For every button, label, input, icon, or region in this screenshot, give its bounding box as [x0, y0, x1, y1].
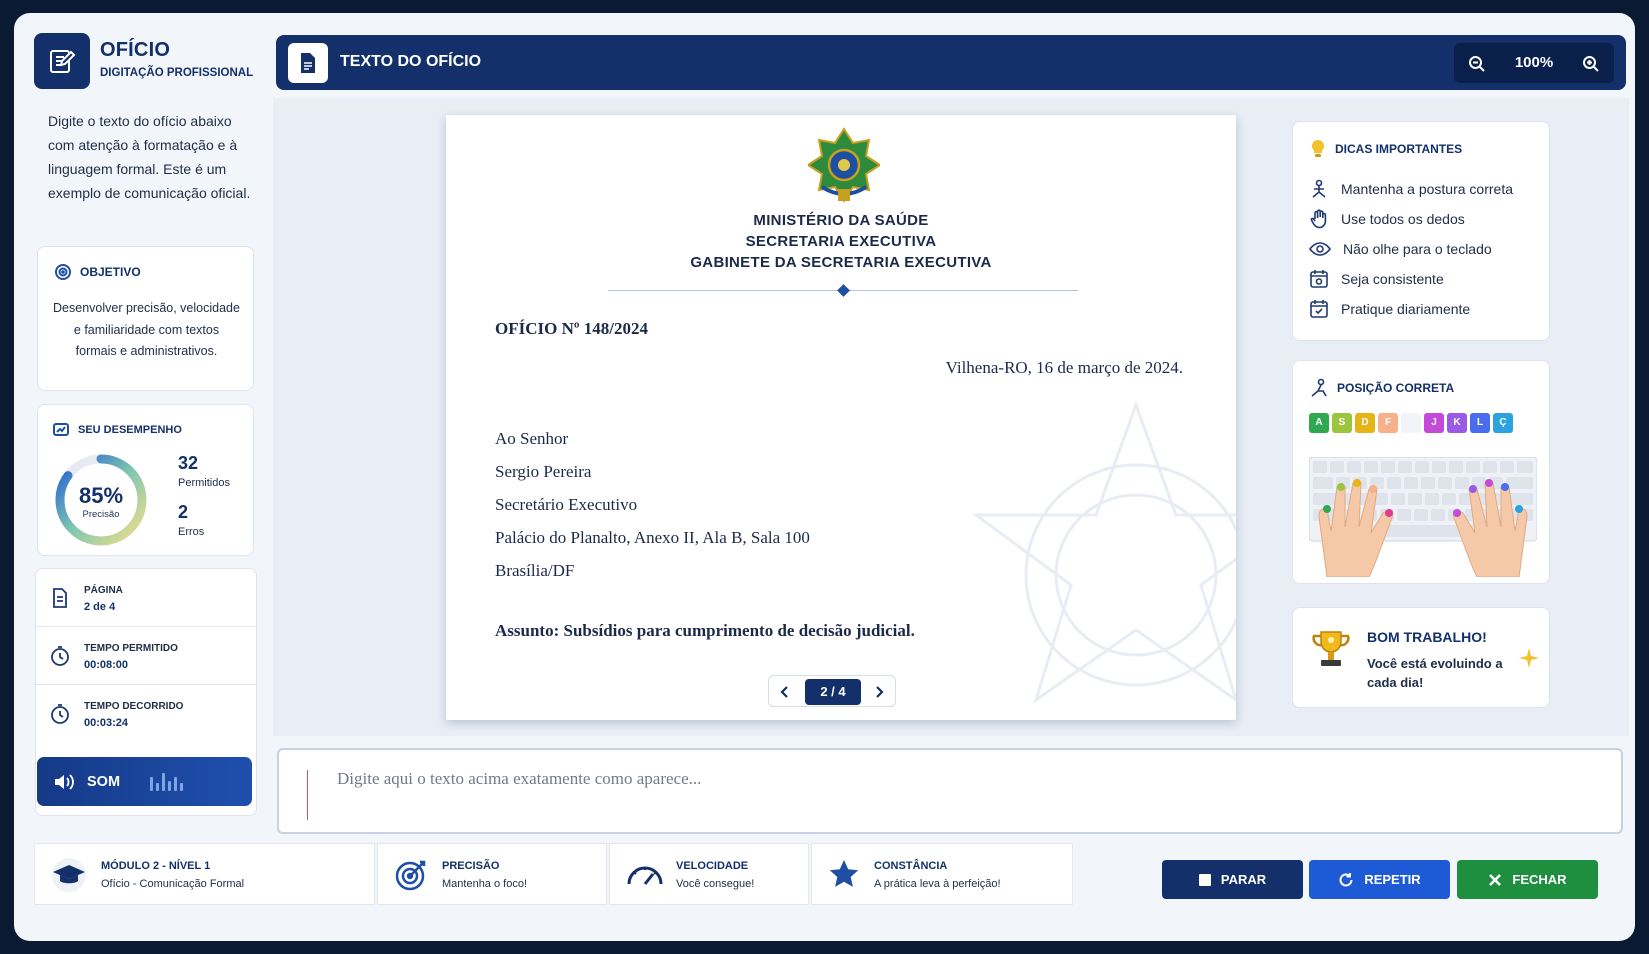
precision-info — [377, 843, 607, 905]
repeat-button[interactable] — [1309, 860, 1450, 899]
zoom-out-icon[interactable] — [1466, 53, 1488, 75]
star-icon — [828, 858, 860, 890]
toolbar-title: TEXTO DO OFÍCIO — [340, 53, 482, 70]
precision-label: Precisão — [82, 509, 120, 520]
objective-title: OBJETIVO — [80, 265, 141, 279]
tip-item — [1309, 177, 1513, 201]
intro-text: Digite o texto do ofício abaixo com atenção à formatação e à linguagem formal. Este é um exemplo de comunicação oficial. — [48, 113, 251, 201]
sound-level-icon — [150, 773, 183, 791]
zoom-control — [1454, 43, 1614, 83]
edit-document-icon — [34, 33, 90, 89]
tip-item — [1309, 297, 1470, 321]
chevron-left-icon[interactable] — [774, 681, 796, 703]
document-page — [446, 115, 1236, 720]
tips-card — [1292, 121, 1550, 341]
key-chip: L — [1470, 413, 1490, 433]
time-allowed-info — [36, 627, 257, 685]
time-elapsed-info — [36, 685, 257, 743]
tip-item — [1309, 237, 1492, 261]
key-chip: J — [1424, 413, 1444, 433]
home-row-keys — [1309, 413, 1513, 433]
module-subtitle: Ofício - Comunicação Formal — [101, 878, 245, 890]
time-elapsed-value: 00:03:24 — [84, 717, 129, 729]
stop-label: PARAR — [1220, 872, 1267, 887]
key-chip: S — [1332, 413, 1352, 433]
chevron-right-icon[interactable] — [868, 681, 890, 703]
page-info — [36, 569, 257, 627]
allowed-count: 32 — [178, 453, 199, 473]
document-area — [273, 98, 1629, 736]
address-line: Sergio Pereira — [495, 462, 592, 481]
zoom-in-icon[interactable] — [1580, 53, 1602, 75]
stopwatch-icon — [50, 703, 70, 725]
address-line: Ao Senhor — [495, 429, 569, 448]
calendar-check-icon — [1309, 269, 1329, 289]
page-value: 2 de 4 — [84, 601, 116, 613]
time-allowed-label: TEMPO PERMITIDO — [84, 643, 178, 654]
speed-subtitle: Você consegue! — [676, 878, 755, 890]
document-toolbar — [276, 35, 1626, 90]
text-cursor — [307, 770, 308, 820]
sound-label: SOM — [87, 773, 121, 790]
allowed-label: Permitidos — [178, 477, 230, 489]
praise-text: Você está evoluindo a cada dia! — [1367, 656, 1503, 690]
objective-card — [37, 246, 254, 391]
stop-button[interactable] — [1162, 860, 1303, 899]
page-navigator — [768, 675, 896, 707]
tip-label: Seja consistente — [1341, 271, 1444, 287]
key-chip — [1401, 413, 1421, 433]
time-allowed-value: 00:08:00 — [84, 659, 129, 671]
eye-icon — [1309, 239, 1331, 259]
objective-text: Desenvolver precisão, velocidade e familiaridade com textos formais e administrativos. — [53, 301, 240, 358]
tip-item — [1309, 267, 1444, 291]
module-info — [34, 843, 375, 905]
speaker-icon — [53, 772, 75, 792]
lightbulb-icon — [1309, 139, 1327, 159]
coat-of-arms-icon — [808, 127, 880, 205]
keyboard-hands-icon — [1309, 457, 1537, 577]
repeat-label: REPETIR — [1364, 872, 1421, 887]
zoom-level: 100% — [1514, 54, 1554, 71]
key-chip: D — [1355, 413, 1375, 433]
page-icon — [50, 587, 70, 609]
document-date: Vilhena-RO, 16 de março de 2024. — [945, 358, 1183, 377]
graduation-cap-icon — [51, 858, 87, 892]
tip-label: Use todos os dedos — [1341, 211, 1465, 227]
errors-count: 2 — [178, 502, 189, 522]
typing-input[interactable] — [337, 764, 1597, 794]
header-secretariat: SECRETARIA EXECUTIVA — [745, 233, 937, 250]
time-elapsed-label: TEMPO DECORRIDO — [84, 701, 184, 712]
document-icon — [288, 43, 328, 83]
posture-icon — [1309, 179, 1329, 199]
performance-title: SEU DESEMPENHO — [78, 424, 182, 436]
speed-title: VELOCIDADE — [676, 860, 749, 872]
refresh-icon — [1338, 872, 1354, 888]
module-title: MÓDULO 2 - NÍVEL 1 — [101, 860, 211, 872]
brand-subtitle: DIGITAÇÃO PROFISSIONAL — [100, 67, 254, 79]
watermark-emblem-icon — [966, 385, 1236, 705]
header-cabinet: GABINETE DA SECRETARIA EXECUTIVA — [690, 254, 992, 271]
performance-card — [37, 404, 254, 556]
posture-icon — [1309, 378, 1329, 398]
tip-label: Não olhe para o teclado — [1343, 241, 1492, 257]
close-label: FECHAR — [1512, 872, 1567, 887]
calendar-icon — [1309, 299, 1329, 319]
typing-area[interactable] — [277, 748, 1623, 834]
tip-label: Pratique diariamente — [1341, 301, 1471, 317]
close-button[interactable] — [1457, 860, 1598, 899]
target-icon — [394, 858, 428, 892]
position-card — [1292, 360, 1550, 584]
sparkle-icon — [1519, 648, 1539, 668]
trophy-icon — [1309, 628, 1353, 672]
speed-info — [609, 843, 809, 905]
key-chip: F — [1378, 413, 1398, 433]
brand — [34, 33, 264, 93]
page-label: PÁGINA — [84, 585, 123, 596]
diamond-ornament-icon — [837, 284, 850, 297]
tip-label: Mantenha a postura correta — [1341, 181, 1513, 197]
page-indicator: 2 / 4 — [805, 679, 861, 705]
stop-icon — [1199, 874, 1211, 886]
address-line: Palácio do Planalto, Anexo II, Ala B, Sala 100 — [495, 528, 810, 547]
address-line: Secretário Executivo — [495, 495, 638, 514]
sound-button[interactable] — [37, 757, 252, 806]
errors-label: Erros — [178, 526, 205, 538]
consistency-title: CONSTÂNCIA — [874, 860, 948, 872]
close-icon — [1488, 873, 1502, 887]
praise-card — [1292, 607, 1550, 708]
tip-item — [1309, 207, 1465, 231]
precision-value: 85% — [78, 483, 124, 508]
consistency-info — [811, 843, 1073, 905]
document-subject: Assunto: Subsídios para cumprimento de decisão judicial. — [495, 621, 915, 640]
key-chip: A — [1309, 413, 1329, 433]
target-icon — [54, 263, 72, 281]
key-chip: Ç — [1493, 413, 1513, 433]
speedometer-icon — [626, 858, 664, 888]
tips-title: DICAS IMPORTANTES — [1335, 142, 1463, 156]
stopwatch-icon — [50, 645, 70, 667]
precision-subtitle: Mantenha o foco! — [442, 878, 528, 890]
dashboard-icon — [52, 421, 70, 439]
app-window — [14, 13, 1635, 941]
hand-icon — [1309, 209, 1329, 229]
brand-title: OFÍCIO — [100, 39, 171, 61]
position-title: POSIÇÃO CORRETA — [1337, 381, 1455, 395]
precision-title: PRECISÃO — [442, 860, 500, 872]
address-line: Brasília/DF — [495, 561, 575, 580]
header-ministry: MINISTÉRIO DA SAÚDE — [753, 212, 929, 229]
praise-title: BOM TRABALHO! — [1367, 629, 1487, 645]
key-chip: K — [1447, 413, 1467, 433]
consistency-subtitle: A prática leva à perfeição! — [874, 878, 1001, 890]
document-number: OFÍCIO Nº 148/2024 — [495, 319, 648, 338]
